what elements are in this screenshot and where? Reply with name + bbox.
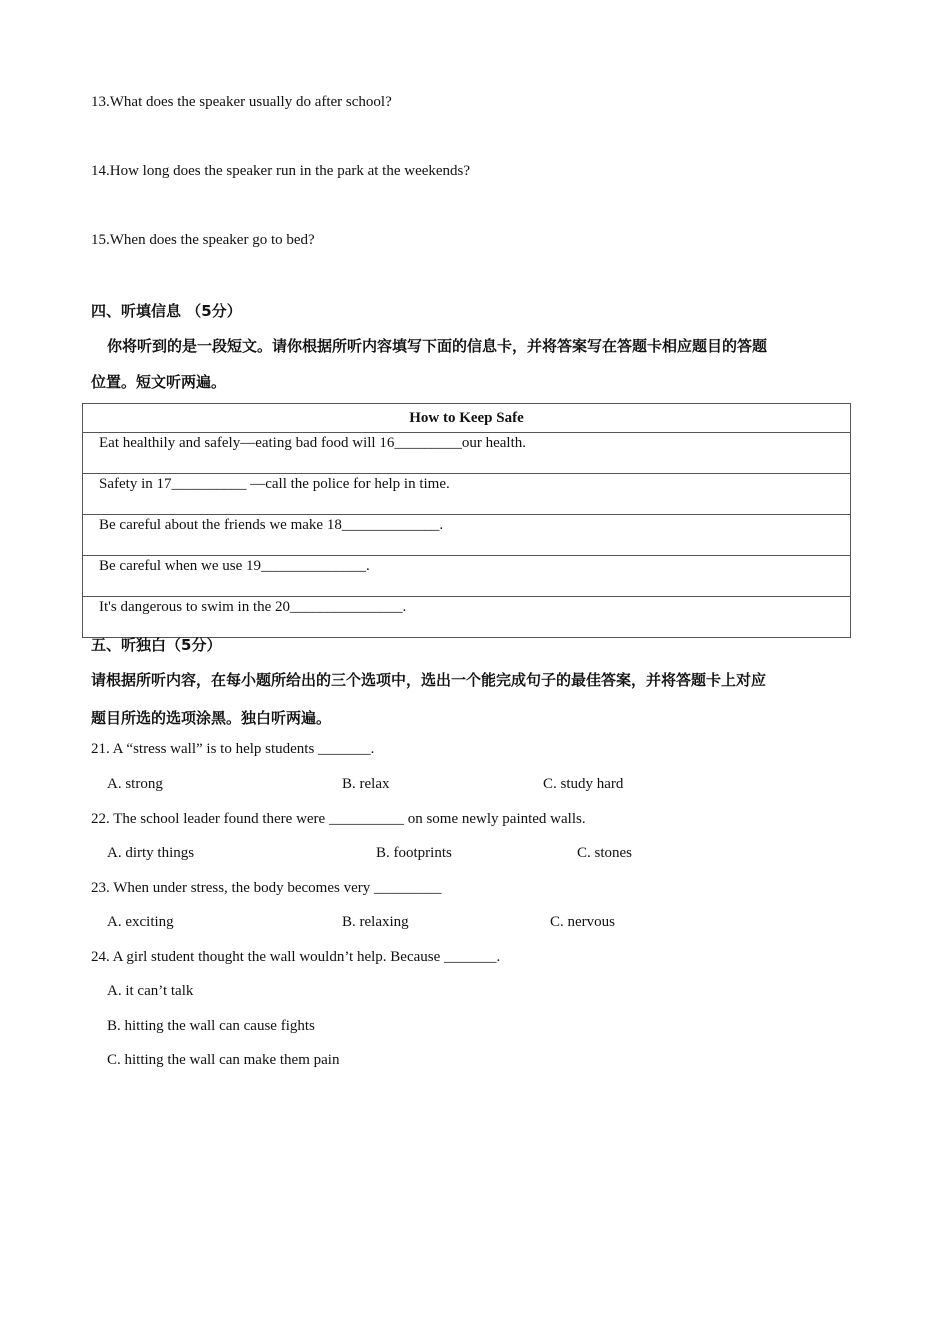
question-23-option-c: C. nervous (550, 914, 615, 930)
question-13: 13.What does the speaker usually do after school? (91, 94, 392, 110)
info-card-row-20: It's dangerous to swim in the 20_______________. (83, 597, 851, 638)
info-card-row-19: Be careful when we use 19______________. (83, 556, 851, 597)
section5-instruction-line1: 请根据所听内容，在每小题所给出的三个选项中，选出一个能完成句子的最佳答案，并将答题卡上对应 (91, 671, 767, 689)
question-22-option-b: B. footprints (376, 845, 452, 861)
question-24-option-c: C. hitting the wall can make them pain (107, 1052, 340, 1068)
question-15: 15.When does the speaker go to bed? (91, 232, 315, 248)
question-23-option-a: A. exciting (107, 914, 174, 930)
section4-heading: 四、听填信息 （5分） (91, 302, 242, 320)
question-21-option-a: A. strong (107, 776, 163, 792)
info-card-title: How to Keep Safe (83, 404, 851, 433)
question-14: 14.How long does the speaker run in the park at the weekends? (91, 163, 471, 179)
question-24-option-b: B. hitting the wall can cause fights (107, 1018, 315, 1034)
question-23-option-b: B. relaxing (342, 914, 409, 930)
section5-heading: 五、听独白（5分） (91, 636, 222, 654)
question-22-option-c: C. stones (577, 845, 633, 861)
question-21-option-b: B. relax (342, 776, 390, 792)
question-22-stem: 22. The school leader found there were __________ on some newly painted walls. (91, 811, 586, 827)
question-21-stem: 21. A “stress wall” is to help students _______. (91, 741, 375, 757)
question-24-option-a: A. it can’t talk (107, 983, 194, 999)
section5-instruction-line2: 题目所选的选项涂黑。独白听两遍。 (91, 709, 332, 727)
info-card-row-16: Eat healthily and safely—eating bad food will 16_________our health. (83, 433, 851, 474)
section4-instruction-line2: 位置。短文听两遍。 (91, 373, 227, 391)
question-23-stem: 23. When under stress, the body becomes very _________ (91, 880, 442, 896)
info-card-table (82, 403, 851, 638)
question-22-option-a: A. dirty things (107, 845, 195, 861)
info-card-row-18: Be careful about the friends we make 18_____________. (83, 515, 851, 556)
info-card-row-17: Safety in 17__________ —call the police for help in time. (83, 474, 851, 515)
question-24-stem: 24. A girl student thought the wall wouldn’t help. Because _______. (91, 949, 501, 965)
question-21-option-c: C. study hard (543, 776, 624, 792)
section4-instruction-line1: 你将听到的是一段短文。请你根据所听内容填写下面的信息卡，并将答案写在答题卡相应题目的答题 (107, 337, 768, 355)
